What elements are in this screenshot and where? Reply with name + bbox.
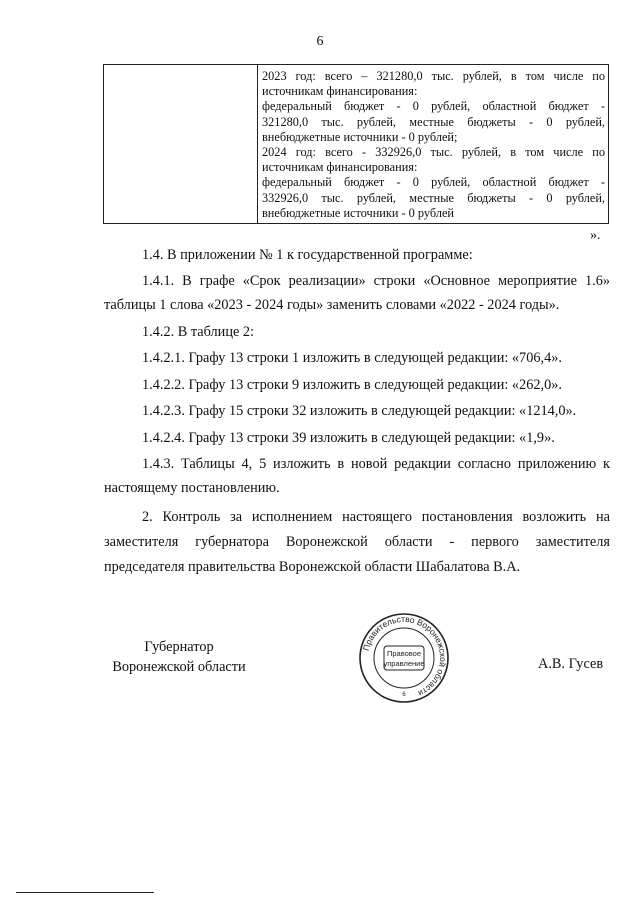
page-number: 6 xyxy=(316,34,324,49)
table-line: источникам финансирования: xyxy=(262,84,418,99)
signatory-name: А.В. Гусев xyxy=(538,656,604,672)
paragraph-1-4: 1.4. В приложении № 1 к государственной программе: xyxy=(142,247,473,263)
paragraph-1-4-2-2: 1.4.2.2. Графу 13 строки 9 изложить в следующей редакции: «262,0». xyxy=(142,377,562,393)
paragraph-1-4-2-3: 1.4.2.3. Графу 15 строки 32 изложить в следующей редакции: «1214,0». xyxy=(142,403,577,419)
closing-quote: ». xyxy=(590,228,601,243)
paragraph-1-4-2-1: 1.4.2.1. Графу 13 строки 1 изложить в следующей редакции: «706,4». xyxy=(142,350,562,366)
table-line: федеральный бюджет - 0 рублей, областной бюджет - xyxy=(262,99,605,114)
stamp-inner-ring xyxy=(374,628,434,688)
table-line: внебюджетные источники - 0 рублей xyxy=(262,205,455,220)
paragraph-line: 1.4.3. Таблицы 4, 5 изложить в новой редакции согласно приложению к xyxy=(142,456,610,472)
paragraph-line: 1.4.1. В графе «Срок реализации» строки «Основное мероприятие 1.6» xyxy=(142,273,610,289)
stamp-ring-text: Правительство Воронежской области xyxy=(360,613,449,699)
paragraph-line: таблицы 1 слова «2023 - 2024 годы» заменить словами «2022 - 2024 годы». xyxy=(104,297,560,313)
signatory-title-line: Воронежской области xyxy=(112,659,246,675)
stamp-center-line2: управление xyxy=(383,659,425,668)
table-line: внебюджетные источники - 0 рублей; xyxy=(262,129,458,144)
paragraph-1-4-1 xyxy=(104,271,610,315)
stamp-center-line1: Правовое xyxy=(386,649,422,658)
paragraph-line: настоящему постановлению. xyxy=(104,480,280,496)
paragraph-1-4-2-4: 1.4.2.4. Графу 13 строки 39 изложить в следующей редакции: «1,9». xyxy=(142,430,555,446)
table-left-cell xyxy=(104,65,258,223)
paragraph-line: 2. Контроль за исполнением настоящего постановления возложить на xyxy=(142,509,610,525)
signatory-title-line: Губернатор xyxy=(144,639,214,655)
footer-rule xyxy=(16,892,154,893)
paragraph-line: председателя правительства Воронежской области Шабалатова В.А. xyxy=(104,559,521,575)
stamp-number: 6 xyxy=(402,692,406,698)
paragraph-1-4-2: 1.4.2. В таблице 2: xyxy=(142,324,255,340)
signatory-title xyxy=(104,637,254,677)
paragraph-line: заместителя губернатора Воронежской области - первого заместителя xyxy=(104,534,610,550)
table-line: 2023 год: всего – 321280,0 тыс. рублей, в том числе по xyxy=(262,69,605,83)
paragraph-2 xyxy=(104,507,610,577)
table-line: 2024 год: всего - 332926,0 тыс. рублей, в том числе по xyxy=(262,145,605,160)
table-line: федеральный бюджет - 0 рублей, областной бюджет - xyxy=(262,175,605,190)
paragraph-1-4-3 xyxy=(104,454,610,498)
table-line: 332926,0 тыс. рублей, местные бюджеты - 0 рублей, xyxy=(262,190,605,205)
official-stamp xyxy=(358,612,450,704)
financing-table xyxy=(103,64,609,224)
table-line: источникам финансирования: xyxy=(262,160,418,175)
table-line: 321280,0 тыс. рублей, местные бюджеты - 0 рублей, xyxy=(262,114,605,129)
table-right-cell xyxy=(258,65,608,223)
